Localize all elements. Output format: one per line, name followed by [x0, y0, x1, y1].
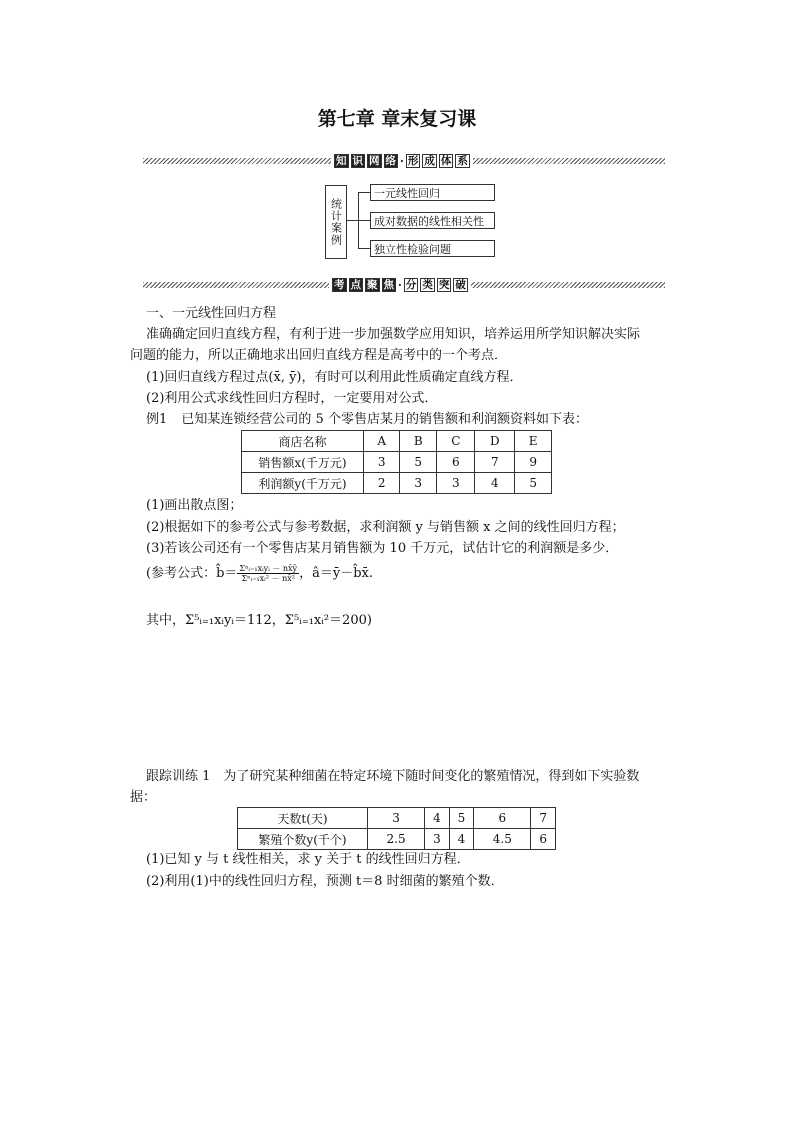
table-cell: E [515, 431, 552, 452]
formula-numerator: Σⁿᵢ₌₁xᵢyᵢ － nx̄ȳ [239, 564, 298, 573]
paragraph: 跟踪训练 1 为了研究某种细菌在特定环境下随时间变化的繁殖情况，得到如下实验数 [146, 769, 640, 784]
table-cell: 2.5 [368, 829, 425, 850]
table-cell: 6 [531, 829, 556, 850]
band-char: 考 [334, 279, 345, 291]
question: (2)根据如下的参考公式与参考数据，求利润额 y 与销售额 x 之间的线性回归方程； [146, 520, 625, 535]
table-cell: 4 [475, 473, 515, 494]
band-char: 破 [455, 279, 466, 291]
table-cell: 5 [515, 473, 552, 494]
table-cell: 商店名称 [242, 431, 364, 452]
tree-root: 统计案例 [325, 185, 347, 259]
section-band-exam: 考 点 聚 焦 · 分 类 突 破 [143, 278, 665, 292]
formula-suffix: ，â＝ȳ－b̂x̄. [299, 566, 373, 581]
section-heading: 一、一元线性回归方程 [146, 306, 277, 321]
table-cell: A [364, 431, 400, 452]
paragraph: 准确确定回归直线方程，有利于进一步加强数学应用知识，培养运用所学知识解决实际 [146, 327, 641, 342]
band-char: 形 [407, 155, 419, 167]
table-cell: 2 [364, 473, 400, 494]
tree-node: 一元线性回归 [370, 184, 495, 201]
table-cell: C [437, 431, 475, 452]
paragraph: (1)回归直线方程过点(x̄, ȳ)，有时可以利用此性质确定直线方程． [146, 370, 523, 385]
sales-table [241, 430, 552, 494]
reference-formula [146, 564, 373, 583]
formula-prefix: (参考公式：b̂＝ [146, 566, 238, 581]
table-cell: 4 [425, 808, 450, 829]
page-title: 第七章 章末复习课 [317, 108, 477, 130]
example-label: 例1 [146, 412, 168, 427]
table-cell: 7 [531, 808, 556, 829]
band-char: 成 [424, 155, 435, 167]
table-cell: 4.5 [474, 829, 531, 850]
table-cell: 3 [364, 452, 400, 473]
table-row [242, 473, 552, 494]
formula-fraction [237, 564, 299, 583]
band-char: 网 [369, 155, 380, 167]
table-row [242, 452, 552, 473]
band-char: 体 [440, 155, 452, 167]
band-char: 系 [457, 155, 468, 167]
band-char: 点 [350, 279, 361, 291]
table-cell: 4 [449, 829, 474, 850]
table-cell: 9 [515, 452, 552, 473]
table-cell: 6 [437, 452, 475, 473]
table-row [238, 808, 556, 829]
table-row [242, 431, 552, 452]
formula-denominator: Σⁿᵢ₌₁xᵢ² － nx̄² [241, 574, 295, 583]
example-text: 已知某连锁经营公司的 5 个零售店某月的销售额和利润额资料如下表： [181, 412, 588, 427]
bacteria-table [237, 807, 556, 850]
band-char: 焦 [383, 279, 394, 291]
question: (1)画出散点图； [146, 498, 243, 513]
paragraph: 问题的能力，所以正确地求出回归直线方程是高考中的一个考点． [130, 348, 508, 363]
paragraph: 据： [130, 790, 157, 805]
section-band-knowledge: 知 识 网 络 · 形 成 体 系 [143, 154, 665, 168]
tree-node: 独立性检验问题 [370, 240, 495, 257]
band-char: 络 [385, 155, 396, 167]
table-cell: 3 [437, 473, 475, 494]
band-char: 分 [405, 279, 417, 291]
table-cell: B [400, 431, 437, 452]
table-cell: 6 [474, 808, 531, 829]
table-cell: 销售额x(千万元) [242, 452, 364, 473]
reference-data: 其中，Σ⁵ᵢ₌₁xᵢyᵢ＝112，Σ⁵ᵢ₌₁xᵢ²＝200) [146, 613, 372, 628]
table-cell: 7 [475, 452, 515, 473]
band-char: 类 [422, 279, 433, 291]
table-cell: 3 [425, 829, 450, 850]
table-row [238, 829, 556, 850]
paragraph: (2)利用公式求线性回归方程时，一定要用对公式． [146, 391, 438, 406]
tree-node: 成对数据的线性相关性 [370, 212, 495, 229]
question: (2)利用(1)中的线性回归方程，预测 t＝8 时细菌的繁殖个数． [146, 874, 504, 889]
table-cell: 3 [368, 808, 425, 829]
table-cell: 繁殖个数y(千个) [238, 829, 368, 850]
question: (1)已知 y 与 t 线性相关，求 y 关于 t 的线性回归方程． [146, 852, 470, 867]
table-cell: 天数t(天) [238, 808, 368, 829]
band-char: 识 [352, 155, 363, 167]
table-cell: 3 [400, 473, 437, 494]
band-char: 知 [336, 155, 347, 167]
example-statement [146, 411, 588, 428]
table-cell: D [475, 431, 515, 452]
table-cell: 5 [400, 452, 437, 473]
table-cell: 5 [449, 808, 474, 829]
question: (3)若该公司还有一个零售店某月销售额为 10 千万元，试估计它的利润额是多少． [146, 541, 619, 556]
band-char: 突 [438, 279, 450, 291]
band-char: 聚 [367, 279, 378, 291]
table-cell: 利润额y(千万元) [242, 473, 364, 494]
